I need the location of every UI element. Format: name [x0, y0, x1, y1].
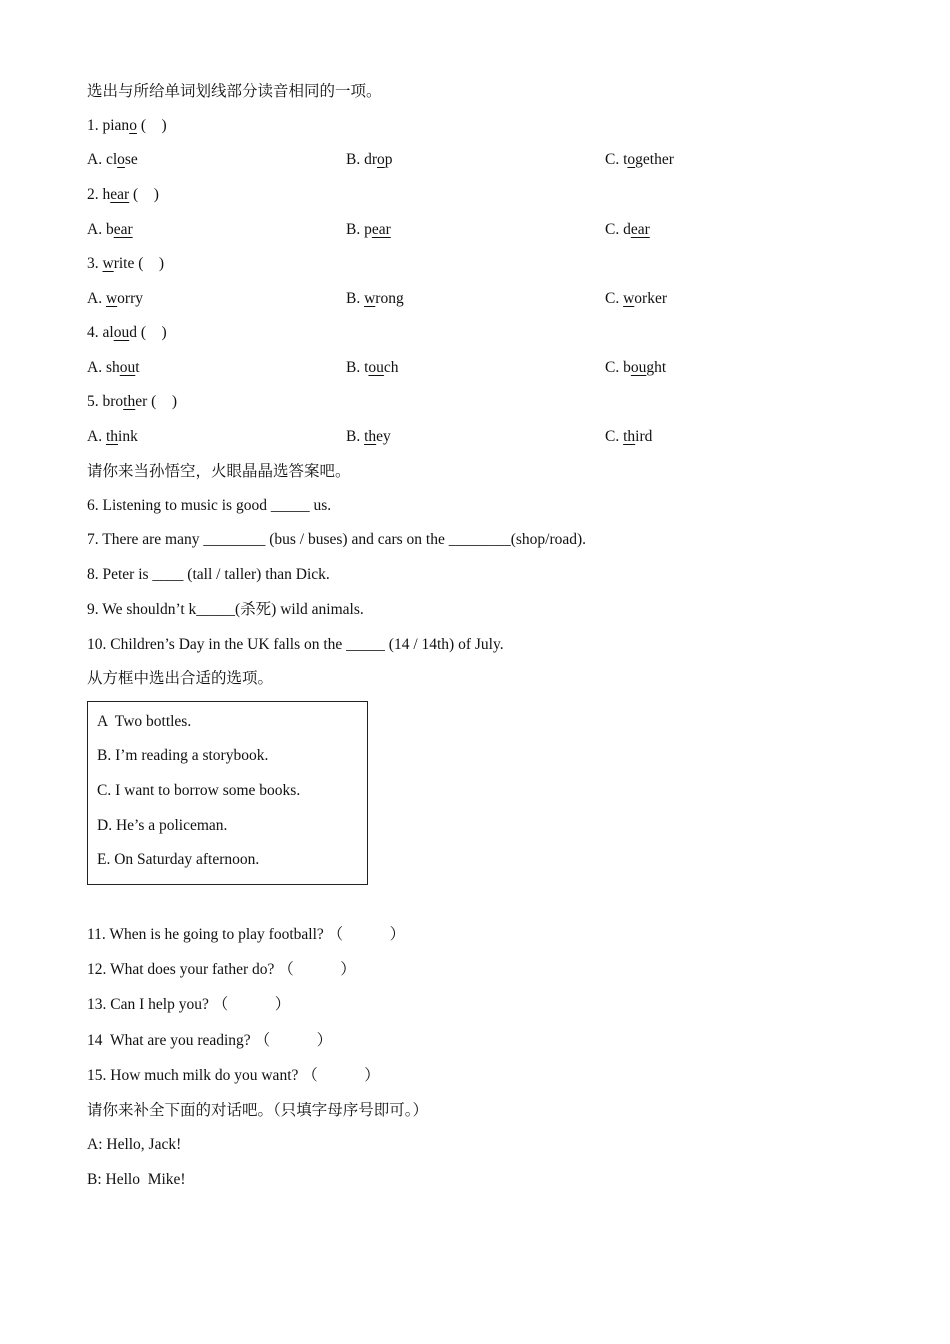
- q4-option-c: C. bought: [605, 359, 667, 376]
- section4-instruction: 请你来补全下面的对话吧。（只填字母序号即可。）: [87, 1102, 429, 1119]
- question-1: 1. piano ( ): [87, 117, 167, 134]
- box-option-c: C. I want to borrow some books.: [97, 782, 301, 799]
- question-14: 14 What are you reading? （ ）: [87, 1032, 333, 1049]
- q1-option-b: B. drop: [346, 151, 393, 168]
- question-13: 13. Can I help you? （ ）: [87, 996, 291, 1013]
- question-2: 2. hear ( ): [87, 186, 159, 203]
- question-5: 5. brother ( ): [87, 393, 177, 410]
- box-option-e: E. On Saturday afternoon.: [97, 851, 260, 868]
- options-box: [87, 701, 368, 885]
- q5-option-c: C. third: [605, 428, 653, 445]
- question-15: 15. How much milk do you want? （ ）: [87, 1067, 380, 1084]
- question-11: 11. When is he going to play football? （ ）: [87, 926, 406, 943]
- q4-option-b: B. touch: [346, 359, 399, 376]
- box-option-b: B. I’m reading a storybook.: [97, 747, 269, 764]
- q1-option-a: A. close: [87, 151, 138, 168]
- q3-option-b: B. wrong: [346, 290, 404, 307]
- question-6: 6. Listening to music is good _____ us.: [87, 497, 332, 514]
- q4-option-a: A. shout: [87, 359, 140, 376]
- underlined-part: th: [123, 393, 136, 410]
- q5-option-a: A. think: [87, 428, 138, 445]
- question-4: 4. aloud ( ): [87, 324, 167, 341]
- q3-option-c: C. worker: [605, 290, 667, 307]
- q5-option-b: B. they: [346, 428, 391, 445]
- box-option-a: A Two bottles.: [97, 713, 192, 730]
- dialogue-line-1: A: Hello, Jack!: [87, 1136, 182, 1153]
- q1-option-c: C. together: [605, 151, 674, 168]
- question-12: 12. What does your father do? （ ）: [87, 961, 356, 978]
- question-10: 10. Children’s Day in the UK falls on the _____ (14 / 14th) of July.: [87, 636, 504, 653]
- q3-option-a: A. worry: [87, 290, 143, 307]
- dialogue-line-2: B: Hello Mike!: [87, 1171, 186, 1188]
- section2-instruction: 请你来当孙悟空，火眼晶晶选答案吧。: [87, 463, 351, 480]
- q2-option-b: B. pear: [346, 221, 391, 238]
- box-option-d: D. He’s a policeman.: [97, 817, 228, 834]
- q2-option-c: C. dear: [605, 221, 650, 238]
- question-7: 7. There are many ________ (bus / buses) and cars on the ________(shop/road).: [87, 531, 587, 548]
- underlined-part: ear: [110, 186, 130, 203]
- section1-instruction: 选出与所给单词划线部分读音相同的一项。: [87, 83, 382, 100]
- underlined-part: o: [129, 117, 137, 134]
- question-8: 8. Peter is ____ (tall / taller) than Dick.: [87, 566, 330, 583]
- underlined-part: ou: [113, 324, 130, 341]
- underlined-part: w: [102, 255, 114, 272]
- question-3: 3. write ( ): [87, 255, 165, 272]
- q2-option-a: A. bear: [87, 221, 133, 238]
- section3-instruction: 从方框中选出合适的选项。: [87, 670, 274, 687]
- question-9: 9. We shouldn’t k_____(杀死) wild animals.: [87, 601, 364, 618]
